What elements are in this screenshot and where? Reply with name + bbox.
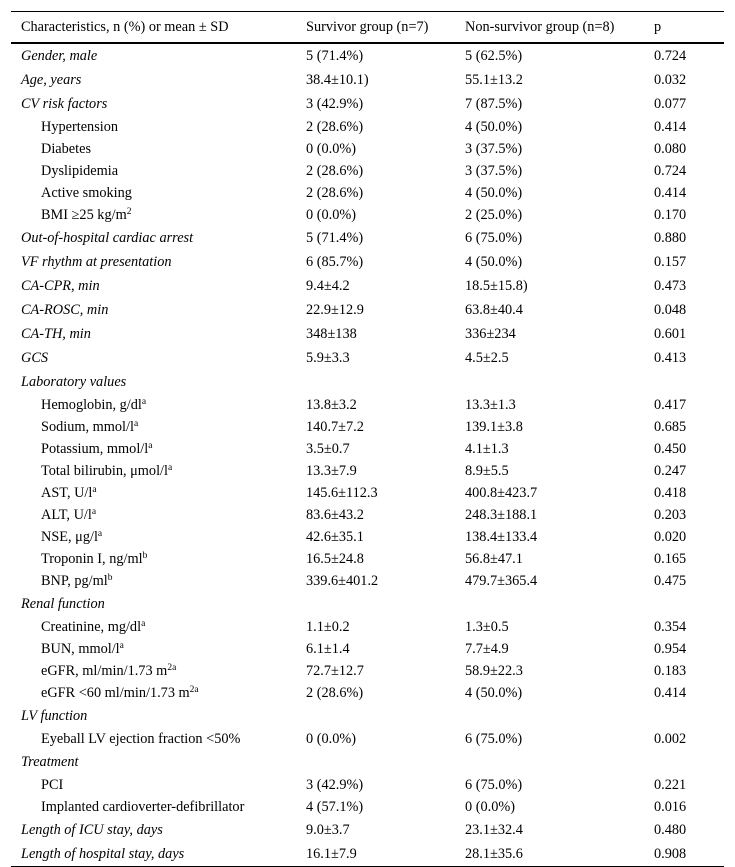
row-label-text: Dyslipidemia [41,163,119,179]
non-survivor-value: 4 (50.0%) [465,254,523,270]
table-row [11,116,724,138]
row-label-text: Sodium, mmol/l [41,419,134,435]
p-value: 0.417 [654,397,687,413]
survivor-value: 9.4±4.2 [306,278,350,294]
non-survivor-value: 400.8±423.7 [465,485,538,501]
characteristics-table [11,11,724,867]
non-survivor-value: 18.5±15.8) [465,278,528,294]
non-survivor-value: 0 (0.0%) [465,799,516,815]
footnote-marker: 2a [189,685,199,695]
row-label [11,460,296,482]
p-value [644,592,724,616]
row-label-text: eGFR <60 ml/min/1.73 m [41,685,190,701]
row-label [11,226,296,250]
non-survivor-value: 138.4±133.4 [465,529,538,545]
row-label-text: CA-TH, min [21,326,91,342]
survivor-value: 5 (71.4%) [306,230,364,246]
p-value: 0.724 [654,48,687,64]
row-label [11,116,296,138]
survivor-value: 339.6±401.2 [306,573,379,589]
non-survivor-value: 13.3±1.3 [465,397,516,413]
footnote-marker: a [168,463,173,473]
table-row [11,346,724,370]
p-value: 0.908 [644,842,724,867]
survivor-value [296,704,455,728]
table-row [11,750,724,774]
row-label-text: Laboratory values [21,374,127,390]
table-row [11,298,724,322]
row-label [11,638,296,660]
row-label-text: NSE, μg/l [41,529,98,545]
footnote-marker: 2a [167,663,177,673]
row-label [11,182,296,204]
survivor-value: 83.6±43.2 [306,507,364,523]
non-survivor-value [455,750,644,774]
p-value: 0.165 [654,551,687,567]
row-label [11,160,296,182]
row-label-text: VF rhythm at presentation [21,254,172,270]
row-label-text: Treatment [21,754,79,770]
table-row [11,638,724,660]
header-p-value: p [644,12,724,44]
p-value: 0.016 [654,799,687,815]
non-survivor-value: 4 (50.0%) [465,685,523,701]
table-row [11,438,724,460]
survivor-value: 0 (0.0%) [306,731,357,747]
survivor-value: 3 (42.9%) [306,777,364,793]
footnote-marker: a [141,619,146,629]
footnote-marker: 2 [126,207,132,217]
row-label [11,204,296,226]
survivor-value [296,592,455,616]
row-label-text: Renal function [21,596,105,612]
characteristics-table-container [11,11,724,867]
p-value: 0.203 [654,507,687,523]
row-label [11,842,296,867]
table-row [11,504,724,526]
table-row [11,394,724,416]
footnote-marker: a [92,485,97,495]
survivor-value: 16.1±7.9 [296,842,455,867]
table-row [11,592,724,616]
row-label [11,750,296,774]
row-label-text: Hemoglobin, g/dl [41,397,142,413]
p-value: 0.183 [654,663,687,679]
survivor-value: 4 (57.1%) [306,799,364,815]
survivor-value: 38.4±10.1) [306,72,369,88]
p-value: 0.413 [654,350,687,366]
footnote-marker: a [91,507,97,517]
row-label-text: CA-ROSC, min [21,302,109,318]
row-label [11,92,296,116]
table-row [11,728,724,750]
table-row [11,774,724,796]
row-label-text: ALT, U/l [41,507,92,523]
table-row [11,204,724,226]
non-survivor-value: 4 (50.0%) [465,185,523,201]
non-survivor-value: 479.7±365.4 [465,573,538,589]
row-label-text: Eyeball LV ejection fraction <50% [41,731,241,747]
p-value: 0.724 [654,163,687,179]
table-row [11,548,724,570]
p-value: 0.080 [654,141,687,157]
table-row [11,704,724,728]
row-label [11,274,296,298]
row-label [11,660,296,682]
p-value: 0.880 [654,230,687,246]
p-value: 0.418 [654,485,687,501]
p-value: 0.475 [654,573,687,589]
footnote-marker: a [97,529,103,539]
survivor-value: 2 (28.6%) [306,163,364,179]
p-value: 0.020 [654,529,687,545]
non-survivor-value: 336±234 [465,326,516,342]
row-label [11,416,296,438]
survivor-value: 140.7±7.2 [306,419,364,435]
table-row [11,482,724,504]
non-survivor-value: 4 (50.0%) [465,119,523,135]
p-value: 0.601 [654,326,687,342]
p-value: 0.157 [654,254,687,270]
row-label-text: Hypertension [41,119,119,135]
footnote-marker: b [142,551,148,561]
survivor-value: 2 (28.6%) [306,119,364,135]
non-survivor-value: 5 (62.5%) [465,48,523,64]
row-label-text: BMI ≥25 kg/m [41,207,127,223]
survivor-value: 0 (0.0%) [306,207,357,223]
row-label-text: Out-of-hospital cardiac arrest [21,230,194,246]
footnote-marker: a [119,641,124,651]
survivor-value: 2 (28.6%) [306,185,364,201]
p-value: 0.685 [654,419,687,435]
table-row [11,160,724,182]
row-label-text: Length of hospital stay, days [21,846,185,862]
table-row [11,92,724,116]
row-label-text: CV risk factors [21,96,108,112]
row-label-text: PCI [41,777,64,793]
row-label [11,796,296,818]
table-row [11,416,724,438]
survivor-value: 3.5±0.7 [306,441,350,457]
table-row [11,616,724,638]
survivor-value: 1.1±0.2 [306,619,350,635]
non-survivor-value [455,370,644,394]
header-row [11,12,724,44]
non-survivor-value: 248.3±188.1 [465,507,538,523]
row-label-text: BNP, pg/ml [41,573,108,589]
row-label [11,818,296,842]
row-label [11,138,296,160]
p-value: 0.002 [654,731,687,747]
survivor-value [296,750,455,774]
survivor-value: 2 (28.6%) [306,685,364,701]
non-survivor-value: 6 (75.0%) [465,230,523,246]
row-label-text: Total bilirubin, μmol/l [41,463,168,479]
row-label [11,346,296,370]
row-label [11,592,296,616]
table-row [11,818,724,842]
non-survivor-value: 4.1±1.3 [465,441,509,457]
table-header [11,12,724,44]
table-row [11,43,724,68]
row-label [11,438,296,460]
p-value: 0.221 [654,777,687,793]
p-value: 0.450 [654,441,687,457]
survivor-value: 16.5±24.8 [306,551,364,567]
table-row [11,226,724,250]
row-label [11,774,296,796]
p-value [644,370,724,394]
survivor-value: 13.3±7.9 [306,463,357,479]
survivor-value: 9.0±3.7 [306,822,350,838]
table-row [11,526,724,548]
table-row [11,68,724,92]
survivor-value: 13.8±3.2 [306,397,357,413]
table-row [11,460,724,482]
non-survivor-value: 6 (75.0%) [465,777,523,793]
non-survivor-value: 56.8±47.1 [465,551,523,567]
non-survivor-value: 63.8±40.4 [465,302,523,318]
survivor-value: 6 (85.7%) [306,254,364,270]
p-value: 0.170 [654,207,687,223]
p-value: 0.247 [654,463,687,479]
p-value: 0.048 [654,302,687,318]
survivor-value: 5.9±3.3 [306,350,350,366]
row-label [11,526,296,548]
table-body [11,43,724,867]
non-survivor-value: 58.9±22.3 [465,663,523,679]
non-survivor-value: 55.1±13.2 [465,72,523,88]
p-value [644,750,724,774]
table-row [11,138,724,160]
non-survivor-value: 6 (75.0%) [465,731,523,747]
footnote-marker: a [133,419,139,429]
table-row [11,682,724,704]
p-value: 0.480 [654,822,687,838]
p-value: 0.077 [654,96,687,112]
survivor-value: 348±138 [306,326,357,342]
non-survivor-value: 23.1±32.4 [465,822,523,838]
survivor-value: 0 (0.0%) [306,141,357,157]
footnote-marker: a [141,397,147,407]
p-value: 0.414 [654,685,687,701]
survivor-value: 5 (71.4%) [306,48,364,64]
survivor-value: 22.9±12.9 [306,302,364,318]
row-label-text: Implanted cardioverter-defibrillator [41,799,245,815]
row-label [11,298,296,322]
survivor-value [296,370,455,394]
p-value: 0.954 [654,641,687,657]
row-label [11,370,296,394]
table-row [11,182,724,204]
survivor-value: 3 (42.9%) [306,96,364,112]
row-label [11,394,296,416]
row-label [11,250,296,274]
row-label-text: Age, years [21,72,82,88]
row-label-text: CA-CPR, min [21,278,100,294]
table-row [11,274,724,298]
non-survivor-value: 4.5±2.5 [465,350,509,366]
row-label-text: Length of ICU stay, days [21,822,163,838]
table-row [11,322,724,346]
non-survivor-value: 7.7±4.9 [465,641,509,657]
table-row [11,842,724,867]
table-row [11,250,724,274]
row-label [11,704,296,728]
row-label-text: Troponin I, ng/ml [41,551,143,567]
row-label [11,43,296,68]
survivor-value: 6.1±1.4 [306,641,350,657]
row-label [11,482,296,504]
row-label [11,68,296,92]
non-survivor-value [455,704,644,728]
p-value: 0.414 [654,185,687,201]
row-label [11,616,296,638]
non-survivor-value: 28.1±35.6 [455,842,644,867]
row-label-text: AST, U/l [41,485,93,501]
p-value: 0.032 [654,72,687,88]
survivor-value: 145.6±112.3 [306,485,378,501]
header-characteristics: Characteristics, n (%) or mean ± SD [11,12,296,44]
row-label [11,682,296,704]
non-survivor-value: 3 (37.5%) [465,163,523,179]
p-value: 0.473 [654,278,687,294]
row-label-text: BUN, mmol/l [41,641,120,657]
p-value: 0.354 [654,619,687,635]
table-row [11,660,724,682]
p-value: 0.414 [654,119,687,135]
non-survivor-value [455,592,644,616]
survivor-value: 42.6±35.1 [306,529,364,545]
row-label-text: Potassium, mmol/l [41,441,149,457]
non-survivor-value: 139.1±3.8 [465,419,523,435]
row-label-text: Gender, male [21,48,98,64]
row-label-text: Active smoking [41,185,132,201]
header-survivor-group: Survivor group (n=7) [296,12,455,44]
table-row [11,570,724,592]
table-row [11,796,724,818]
row-label [11,548,296,570]
row-label [11,570,296,592]
non-survivor-value: 1.3±0.5 [465,619,509,635]
row-label-text: eGFR, ml/min/1.73 m [41,663,168,679]
row-label [11,322,296,346]
survivor-value: 72.7±12.7 [306,663,364,679]
row-label-text: LV function [21,708,88,724]
p-value [644,704,724,728]
non-survivor-value: 7 (87.5%) [465,96,523,112]
table-row [11,370,724,394]
non-survivor-value: 3 (37.5%) [465,141,523,157]
footnote-marker: a [148,441,153,451]
row-label [11,728,296,750]
row-label [11,504,296,526]
non-survivor-value: 2 (25.0%) [465,207,523,223]
row-label-text: Diabetes [41,141,92,157]
footnote-marker: b [107,573,113,583]
row-label-text: Creatinine, mg/dl [41,619,142,635]
non-survivor-value: 8.9±5.5 [465,463,509,479]
header-non-survivor-group: Non-survivor group (n=8) [455,12,644,44]
row-label-text: GCS [21,350,49,366]
